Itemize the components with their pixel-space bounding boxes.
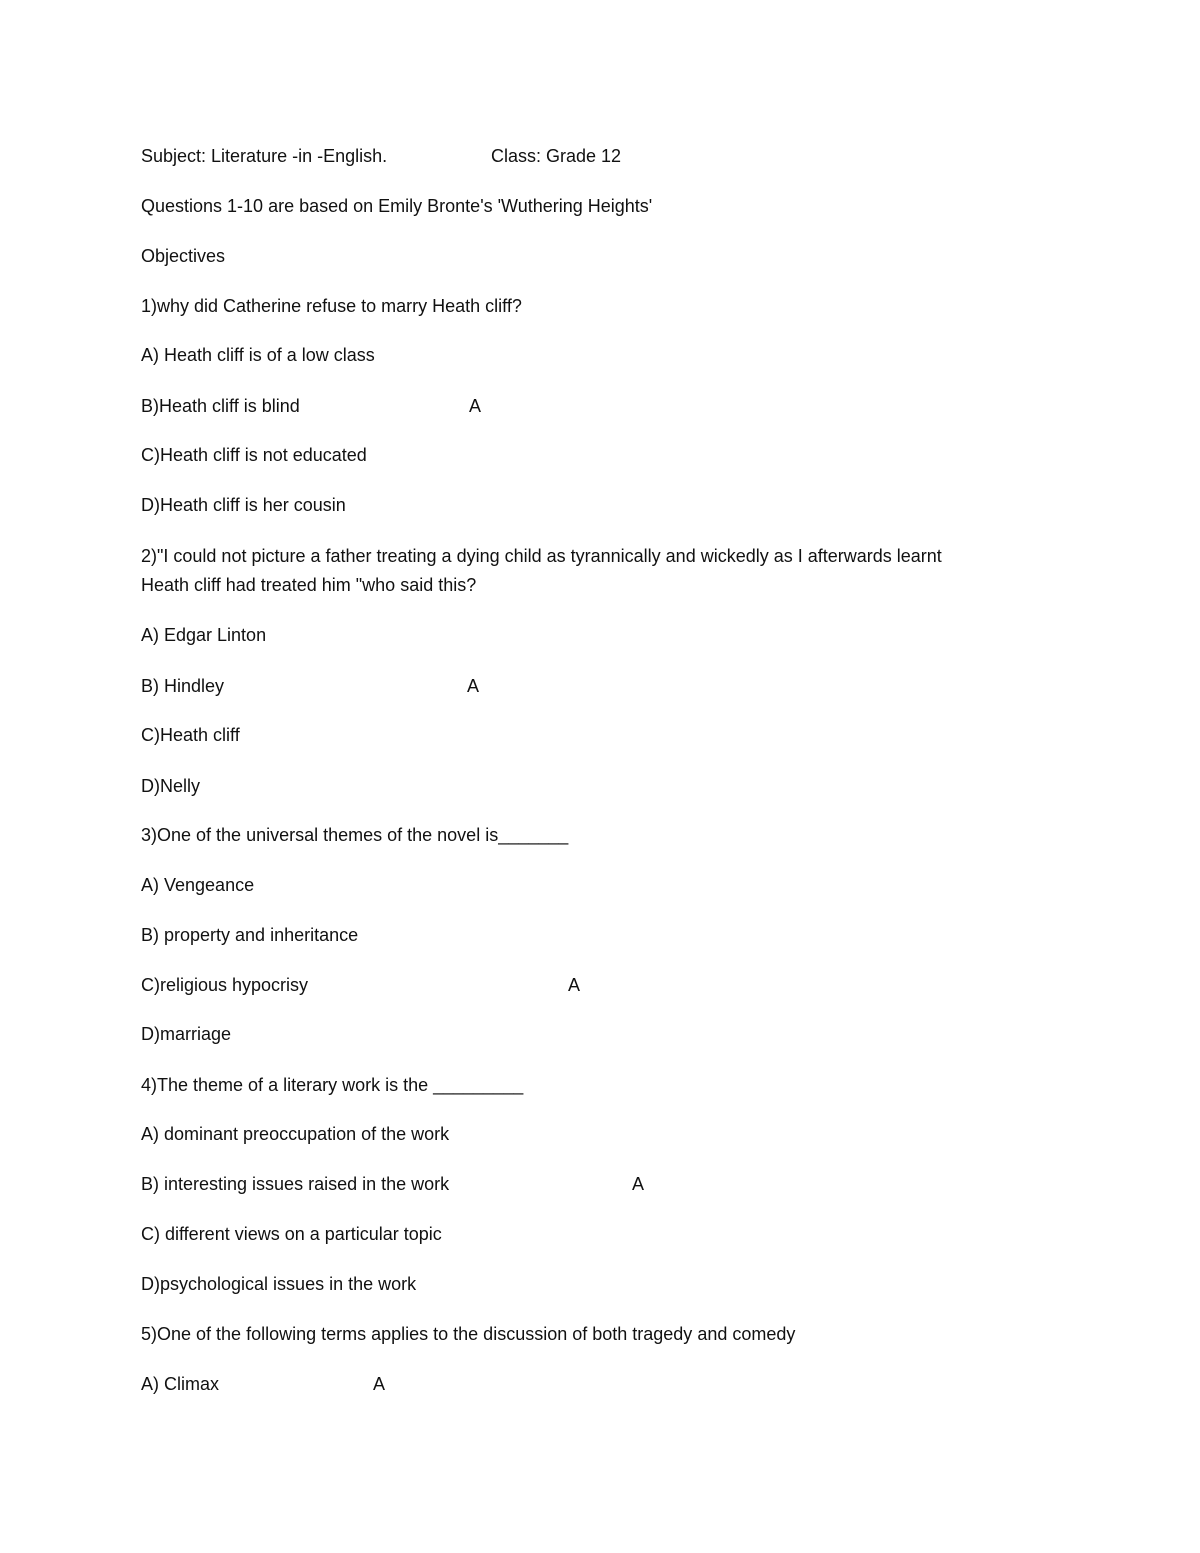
question-4-option-c: C) different views on a particular topic [141, 1224, 442, 1244]
question-1-option-b: B)Heath cliff is blind [141, 396, 300, 416]
question-1-text: 1)why did Catherine refuse to marry Heath cliff? [141, 296, 522, 316]
question-4-text: 4)The theme of a literary work is the _________ [141, 1075, 524, 1095]
question-4-option-a: A) dominant preoccupation of the work [141, 1124, 450, 1144]
question-3-answer: A [568, 975, 581, 995]
subject-label: Subject: Literature -in -English. [141, 146, 388, 166]
question-4-option-b: B) interesting issues raised in the work [141, 1174, 450, 1194]
question-4-option-d: D)psychological issues in the work [141, 1274, 417, 1294]
question-2-option-d: D)Nelly [141, 776, 201, 796]
question-5-option-a: A) Climax [141, 1374, 220, 1394]
question-1-answer: A [469, 396, 482, 416]
class-label: Class: Grade 12 [491, 146, 622, 166]
question-1-option-d: D)Heath cliff is her cousin [141, 495, 346, 515]
section-heading: Objectives [141, 246, 226, 266]
question-1-option-c: C)Heath cliff is not educated [141, 445, 367, 465]
question-2-option-b: B) Hindley [141, 676, 225, 696]
question-2-option-a: A) Edgar Linton [141, 625, 267, 645]
question-4-answer: A [632, 1174, 645, 1194]
question-3-option-a: A) Vengeance [141, 875, 255, 895]
question-2-text-line2: Heath cliff had treated him "who said this? [141, 575, 477, 595]
question-2-option-c: C)Heath cliff [141, 725, 240, 745]
intro-text: Questions 1-10 are based on Emily Bronte's 'Wuthering Heights' [141, 196, 653, 216]
question-2-text-line1: 2)"I could not picture a father treating a dying child as tyrannically and wickedly as I afterwards learnt [141, 546, 942, 566]
question-3-option-c: C)religious hypocrisy [141, 975, 309, 995]
question-3-text: 3)One of the universal themes of the novel is_______ [141, 825, 569, 845]
question-3-option-b: B) property and inheritance [141, 925, 359, 945]
question-5-text: 5)One of the following terms applies to the discussion of both tragedy and comedy [141, 1324, 796, 1344]
question-5-answer: A [373, 1374, 386, 1394]
question-3-option-d: D)marriage [141, 1024, 232, 1044]
question-2-answer: A [467, 676, 480, 696]
question-1-option-a: A) Heath cliff is of a low class [141, 345, 375, 365]
